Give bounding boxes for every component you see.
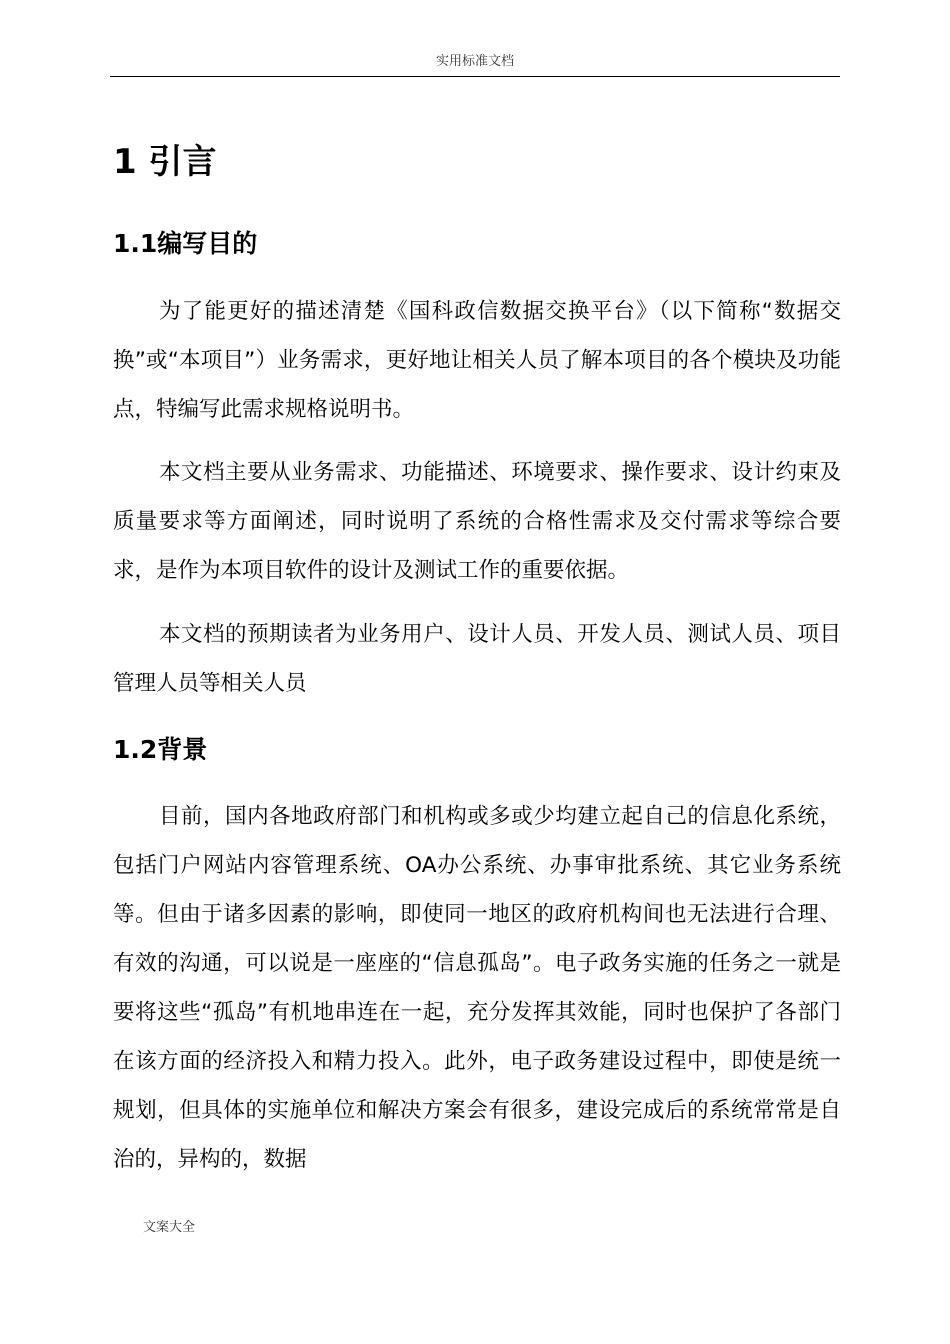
header-divider [110,76,840,77]
purpose-paragraph-1: 为了能更好的描述清楚《国科政信数据交换平台》（以下简称“数据交换”或“本项目”）业务需求，更好地让相关人员了解本项目的各个模块及功能点，特编写此需求规格说明书。 [113,299,841,422]
page-footer: 文案大全 [143,1220,196,1235]
section-1-2-heading: 1.2背景 [113,735,208,764]
purpose-paragraph-3: 本文档的预期读者为业务用户、设计人员、开发人员、测试人员、项目管理人员等相关人员 [113,622,841,696]
page-header: 实用标准文档 [435,54,514,69]
purpose-paragraph-2: 本文档主要从业务需求、功能描述、环境要求、操作要求、设计约束及质量要求等方面阐述，同时说明了系统的合格性需求及交付需求等综合要求，是作为本项目软件的设计及测试工作的重要依据。 [113,460,841,583]
section-1-1-heading: 1.1编写目的 [113,229,258,258]
section-1-heading: 1 引言 [113,142,217,182]
background-paragraph-1: 目前，国内各地政府部门和机构或多或少均建立起自己的信息化系统，包括门户网站内容管理系统、OA办公系统、办事审批系统、其它业务系统等。但由于诸多因素的影响，即使同一地区的政府机构间也无法进行合理、有效的沟通，可以说是一座座的“信息孤岛”。电子政务实施的任务之一就是要将这些“孤岛”有机地串连在一起，充分发挥其效能，同时也保护了各部门在该方面的经济投入和精力投入。此外，电子政务建设过程中，即使是统一规划，但具体的实施单位和解决方案会有很多，建设完成后的系统常常是自治的，异构的，数据 [113,804,841,1172]
